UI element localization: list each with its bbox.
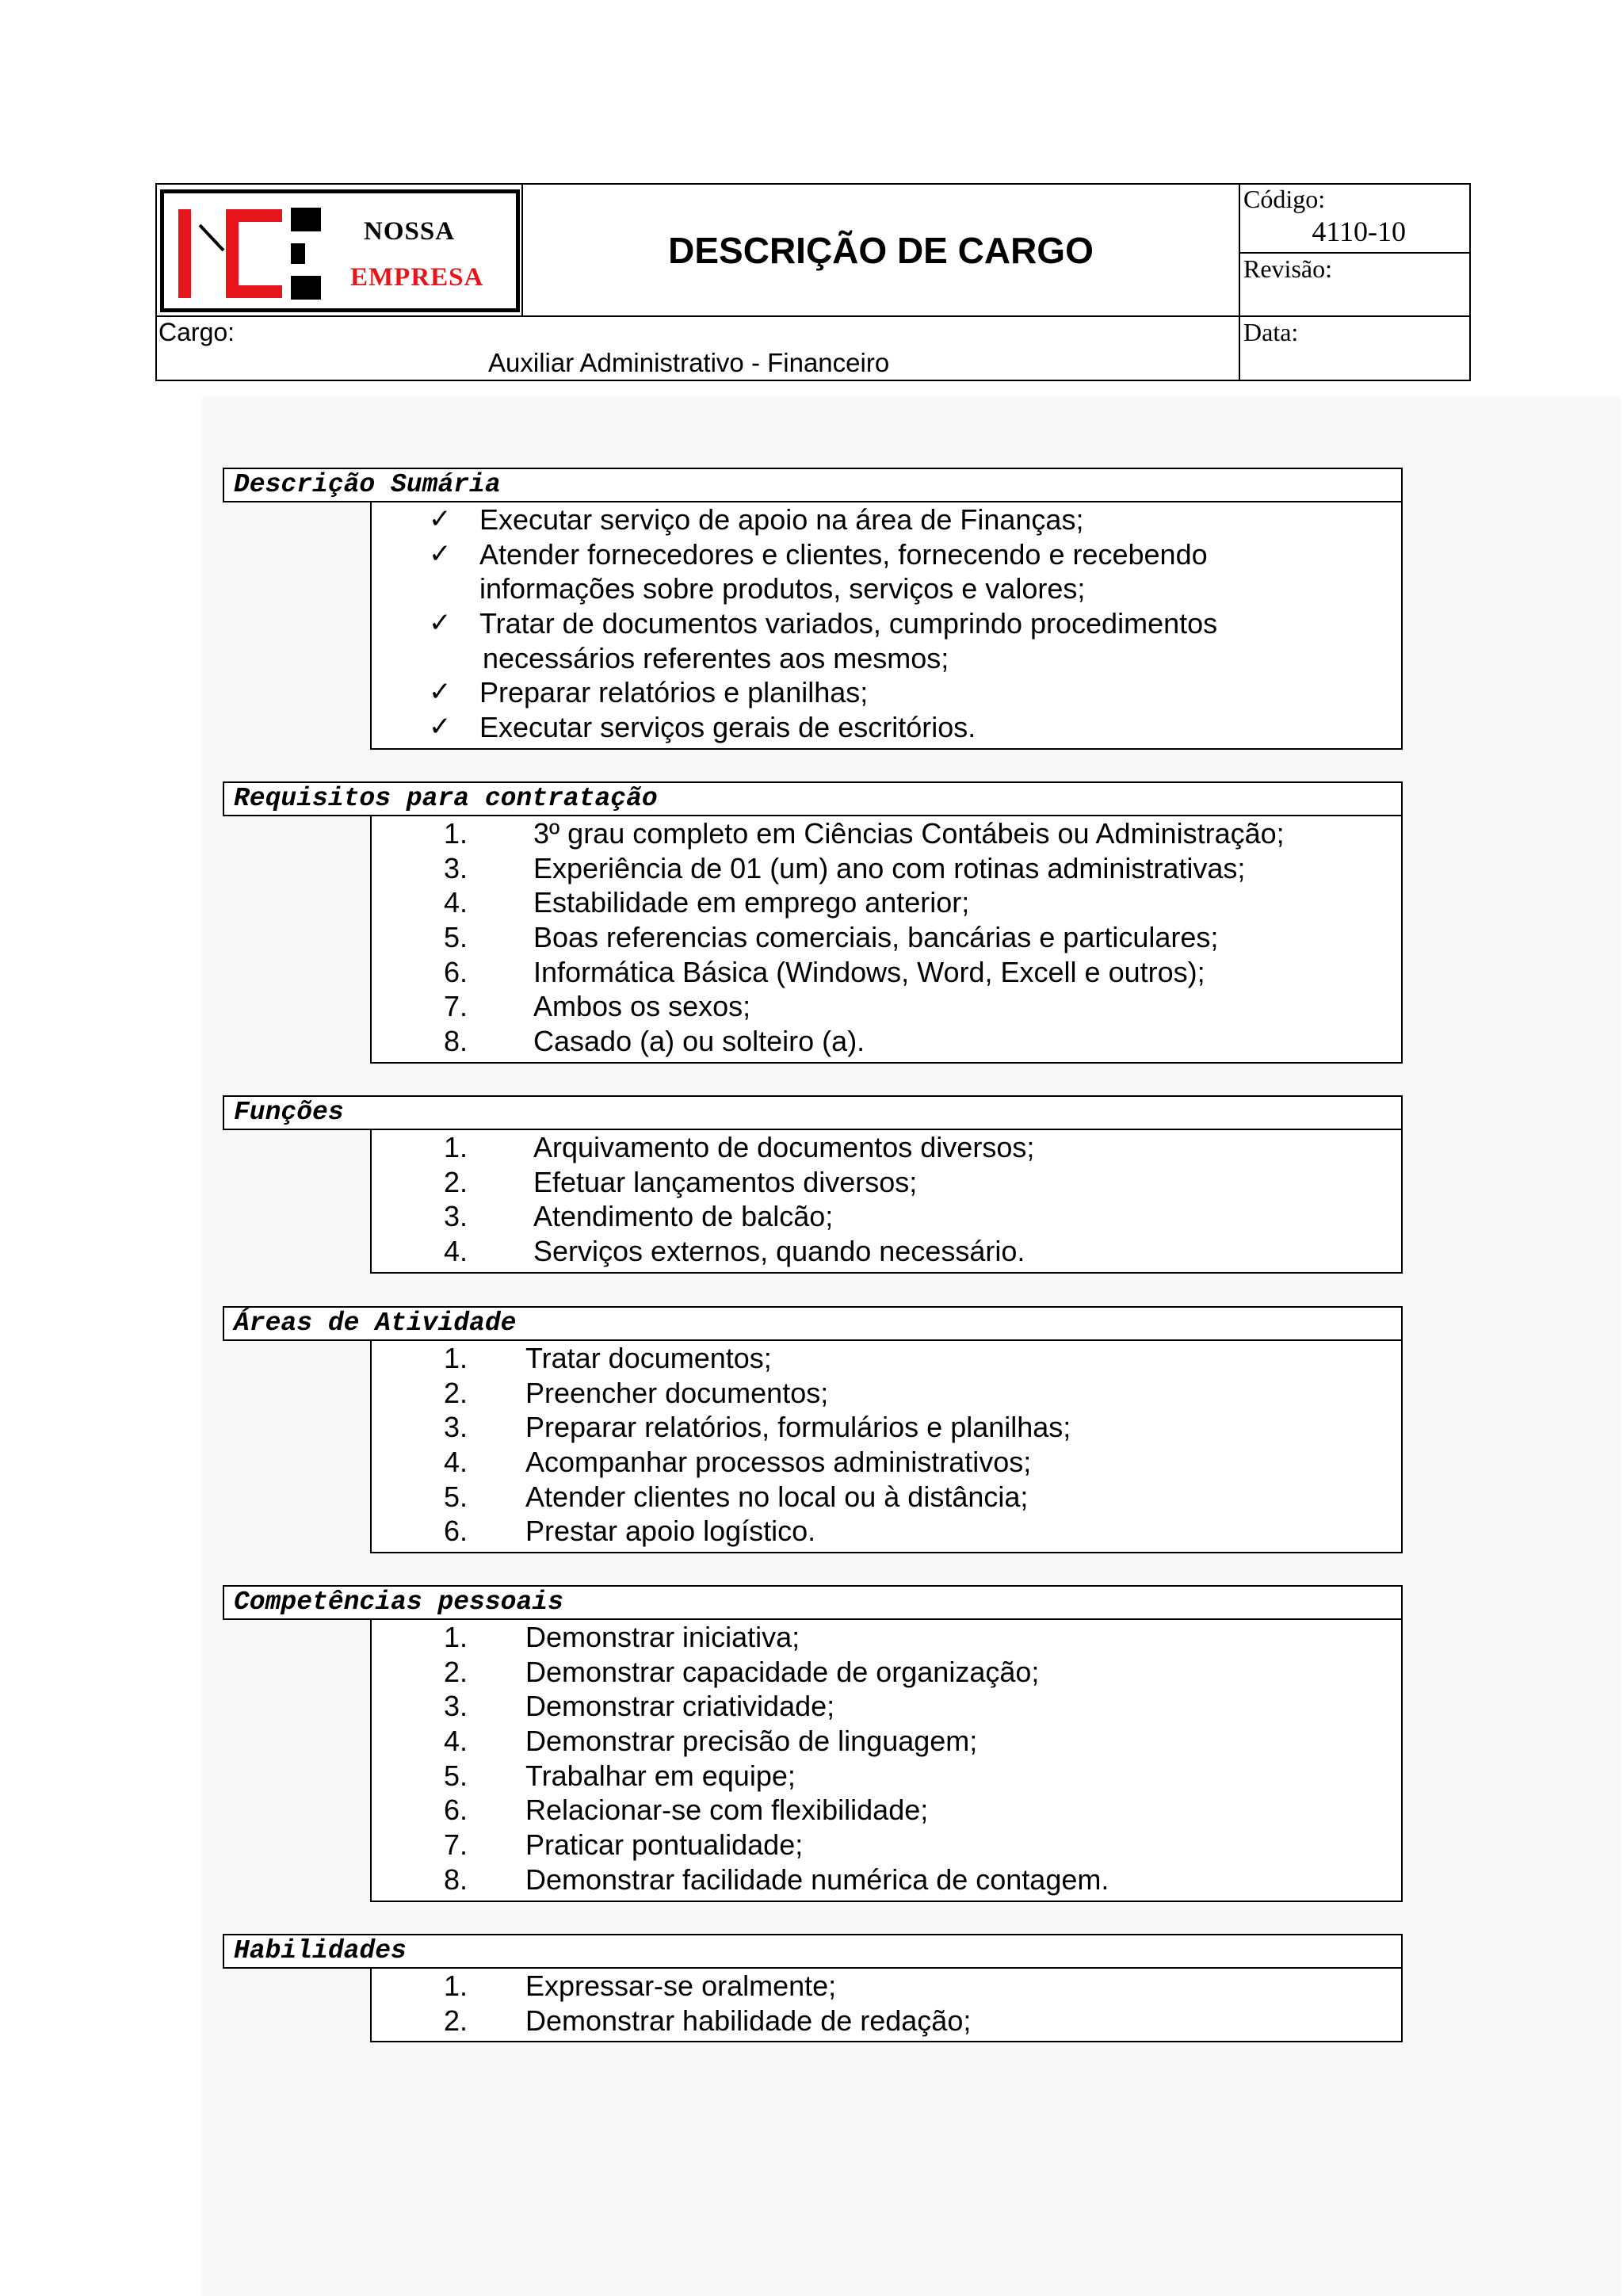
item-text: Praticar pontualidade; xyxy=(525,1828,804,1862)
item-number: 7. xyxy=(443,1828,468,1862)
item-number: 3. xyxy=(443,1411,468,1444)
section-title: Áreas de Atividade xyxy=(223,1306,1403,1341)
item-text: Boas referencias comerciais, bancárias e particulares; xyxy=(533,921,1219,954)
cargo-label: Cargo: xyxy=(158,318,235,346)
revisao-label: Revisão: xyxy=(1243,254,1332,283)
list-item xyxy=(372,851,1401,886)
item-number: 6. xyxy=(443,1794,468,1827)
item-text: Trabalhar em equipe; xyxy=(525,1759,796,1792)
item-text: Demonstrar criatividade; xyxy=(525,1690,835,1723)
list-item xyxy=(372,920,1401,955)
list-item xyxy=(372,1620,1401,1655)
check-icon: ✓ xyxy=(429,503,452,535)
list-item xyxy=(372,1724,1401,1759)
list-item xyxy=(372,1445,1401,1480)
list-item xyxy=(372,675,1401,710)
item-number: 7. xyxy=(443,990,468,1023)
item-number: 3. xyxy=(443,851,468,884)
item-text: Atendimento de balcão; xyxy=(533,1200,834,1233)
list-item xyxy=(372,606,1401,641)
section-habilidades xyxy=(223,1934,1403,2042)
list-item xyxy=(372,989,1401,1024)
item-text: 3º grau completo em Ciências Contábeis ou Administração; xyxy=(533,817,1285,850)
list-item xyxy=(372,1655,1401,1690)
item-number: 3. xyxy=(443,1690,468,1723)
list-item xyxy=(372,1341,1401,1376)
item-text: necessários referentes aos mesmos; xyxy=(483,641,949,674)
list-item xyxy=(372,1689,1401,1724)
list-item xyxy=(372,955,1401,990)
data-label: Data: xyxy=(1243,318,1299,346)
item-number: 3. xyxy=(443,1200,468,1233)
section-body xyxy=(370,1969,1403,2042)
divider xyxy=(157,315,1469,317)
check-icon: ✓ xyxy=(429,676,452,709)
section-body xyxy=(370,1341,1403,1553)
list-item xyxy=(372,1969,1401,2004)
logo-text-empresa: EMPRESA xyxy=(350,263,484,292)
item-text: Efetuar lançamentos diversos; xyxy=(533,1165,918,1198)
section-title: Requisitos para contratação xyxy=(223,781,1403,816)
item-number: 4. xyxy=(443,1725,468,1758)
list-item xyxy=(372,1828,1401,1862)
list-item xyxy=(372,1376,1401,1411)
item-text: Serviços externos, quando necessário. xyxy=(533,1235,1025,1268)
item-text: Demonstrar habilidade de redação; xyxy=(525,2004,972,2037)
item-text: Preparar relatórios, formulários e planilhas; xyxy=(525,1411,1071,1444)
item-number: 6. xyxy=(443,1515,468,1548)
logo-text-nossa: NOSSA xyxy=(364,217,456,246)
section-body xyxy=(370,816,1403,1064)
item-text: Relacionar-se com flexibilidade; xyxy=(525,1794,929,1827)
document-title: DESCRIÇÃO DE CARGO xyxy=(668,229,1094,271)
list-item xyxy=(372,1793,1401,1828)
item-text: Arquivamento de documentos diversos; xyxy=(533,1131,1035,1163)
item-text: Executar serviços gerais de escritórios. xyxy=(479,711,976,744)
item-number: 1. xyxy=(443,1621,468,1653)
item-text: Demonstrar precisão de linguagem; xyxy=(525,1725,978,1758)
item-text: Informática Básica (Windows, Word, Excell e outros); xyxy=(533,955,1205,988)
section-competencias xyxy=(223,1585,1403,1902)
item-number: 1. xyxy=(443,817,468,850)
list-item xyxy=(372,816,1401,851)
list-item xyxy=(372,1199,1401,1234)
item-number: 6. xyxy=(443,955,468,988)
item-text: informações sobre produtos, serviços e valores; xyxy=(479,572,1086,606)
item-text: Expressar-se oralmente; xyxy=(525,1969,837,2002)
codigo-value: 4110-10 xyxy=(1312,216,1406,247)
list-item xyxy=(372,1410,1401,1445)
section-body xyxy=(370,1620,1403,1902)
section-title: Competências pessoais xyxy=(223,1585,1403,1620)
item-text: Atender clientes no local ou à distância; xyxy=(525,1480,1029,1513)
list-item xyxy=(372,1234,1401,1269)
section-body xyxy=(370,1130,1403,1274)
item-text: Demonstrar iniciativa; xyxy=(525,1621,800,1653)
section-descricao-sumaria xyxy=(223,468,1403,750)
item-text: Executar serviço de apoio na área de Finanças; xyxy=(479,503,1084,536)
section-funcoes xyxy=(223,1095,1403,1274)
list-item xyxy=(372,1130,1401,1165)
item-number: 4. xyxy=(443,1446,468,1479)
section-title: Habilidades xyxy=(223,1934,1403,1969)
item-number: 5. xyxy=(443,921,468,954)
list-item-continuation xyxy=(372,571,1401,606)
section-areas-de-atividade xyxy=(223,1306,1403,1553)
item-number: 5. xyxy=(443,1480,468,1513)
list-item xyxy=(372,1480,1401,1515)
item-text: Preparar relatórios e planilhas; xyxy=(479,676,869,709)
list-item xyxy=(372,1024,1401,1059)
list-item xyxy=(372,2004,1401,2038)
check-icon: ✓ xyxy=(429,537,452,570)
list-item-continuation xyxy=(372,641,1401,676)
item-text: Estabilidade em emprego anterior; xyxy=(533,886,970,919)
item-text: Atender fornecedores e clientes, fornecendo e recebendo xyxy=(479,537,1208,571)
list-item xyxy=(372,1165,1401,1200)
company-logo xyxy=(160,189,520,312)
divider xyxy=(1240,252,1469,254)
logo-mark-icon xyxy=(164,193,346,304)
item-text: Demonstrar capacidade de organização; xyxy=(525,1655,1040,1688)
item-text: Casado (a) ou solteiro (a). xyxy=(533,1025,865,1058)
item-number: 2. xyxy=(443,2004,468,2037)
codigo-label: Código: xyxy=(1243,185,1326,213)
item-number: 4. xyxy=(443,1235,468,1268)
item-text: Preencher documentos; xyxy=(525,1376,829,1409)
item-number: 2. xyxy=(443,1376,468,1409)
item-number: 2. xyxy=(443,1655,468,1688)
item-text: Prestar apoio logístico. xyxy=(525,1515,816,1548)
item-number: 1. xyxy=(443,1969,468,2002)
item-number: 4. xyxy=(443,886,468,919)
item-number: 2. xyxy=(443,1165,468,1198)
item-text: Experiência de 01 (um) ano com rotinas administrativas; xyxy=(533,851,1246,884)
list-item xyxy=(372,1514,1401,1549)
item-number: 8. xyxy=(443,1862,468,1896)
section-title: Funções xyxy=(223,1095,1403,1130)
list-item xyxy=(372,885,1401,920)
item-text: Tratar de documentos variados, cumprindo procedimentos xyxy=(479,607,1218,640)
item-number: 5. xyxy=(443,1759,468,1792)
item-text: Ambos os sexos; xyxy=(533,990,751,1023)
list-item xyxy=(372,1759,1401,1794)
section-body xyxy=(370,502,1403,750)
section-title: Descrição Sumária xyxy=(223,468,1403,502)
logo-cell xyxy=(157,185,523,315)
document-header xyxy=(155,183,1471,381)
item-number: 1. xyxy=(443,1131,468,1163)
item-number: 1. xyxy=(443,1342,468,1374)
list-item xyxy=(372,1862,1401,1897)
list-item xyxy=(372,710,1401,745)
check-icon: ✓ xyxy=(429,607,452,640)
item-text: Acompanhar processos administrativos; xyxy=(525,1446,1032,1479)
cargo-value: Auxiliar Administrativo - Financeiro xyxy=(488,348,890,377)
list-item xyxy=(372,537,1401,572)
check-icon: ✓ xyxy=(429,711,452,743)
list-item xyxy=(372,502,1401,537)
item-text: Demonstrar facilidade numérica de contagem. xyxy=(525,1862,1109,1896)
section-requisitos xyxy=(223,781,1403,1064)
meta-column xyxy=(1239,185,1469,380)
item-text: Tratar documentos; xyxy=(525,1342,772,1374)
item-number: 8. xyxy=(443,1025,468,1058)
